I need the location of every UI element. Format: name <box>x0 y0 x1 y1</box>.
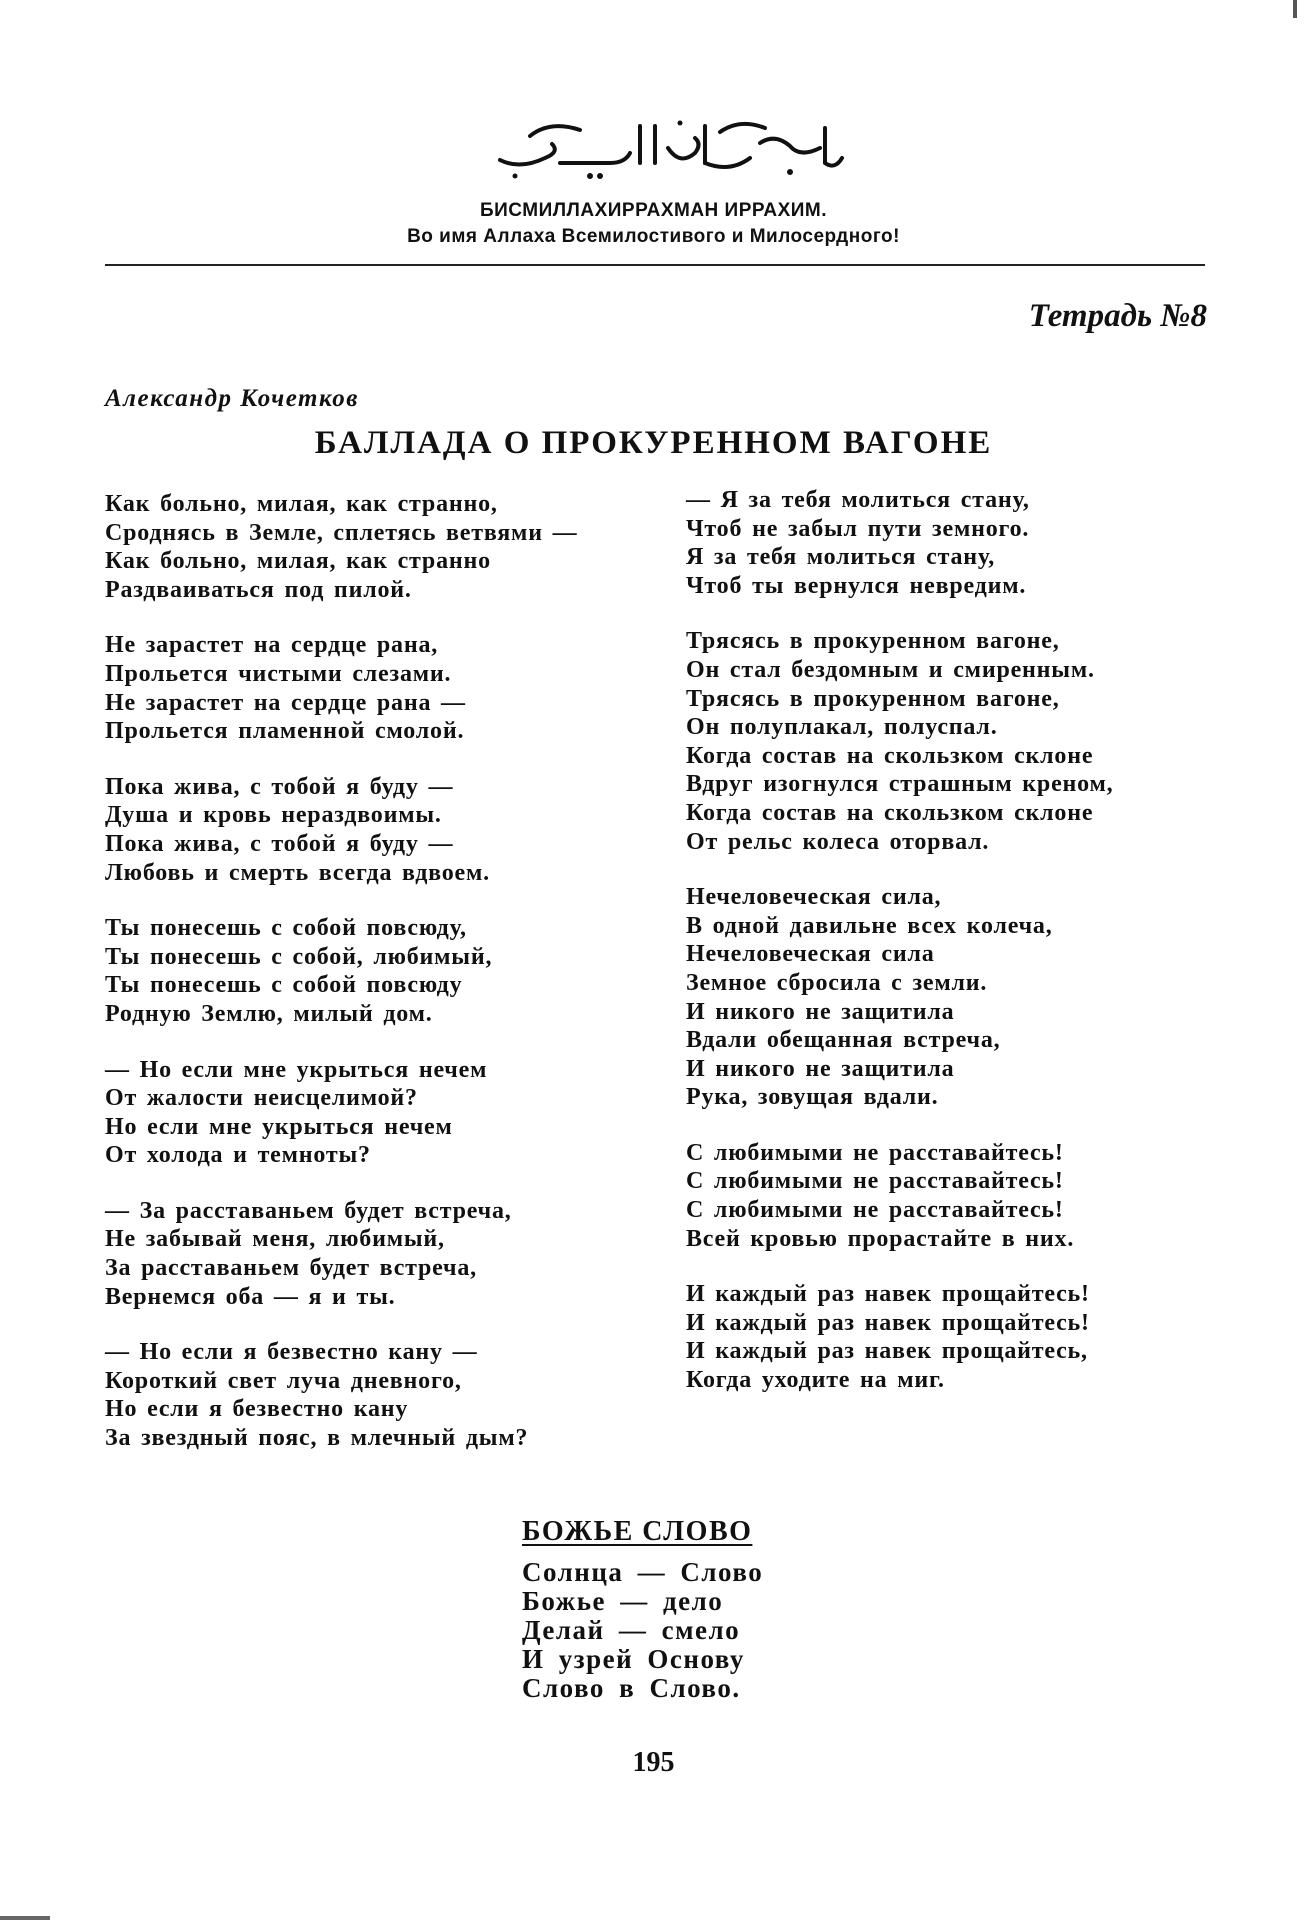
poem-line: С любимыми не расставайтесь! <box>686 1139 1064 1166</box>
poem-line: Короткий свет луча дневного, <box>105 1367 462 1394</box>
poem-line: Родную Землю, милый дом. <box>105 1000 433 1027</box>
poem-line: Не зарастет на сердце рана — <box>105 689 466 716</box>
second-poem-title: БОЖЬЕ СЛОВО <box>522 1516 753 1547</box>
poem-line: Не забывай меня, любимый, <box>105 1226 445 1253</box>
poem-line: Солнца — Слово <box>522 1557 764 1587</box>
bismillah-transliteration: БИСМИЛЛАХИРРАХМАН ИРРАХИМ. <box>479 200 828 221</box>
poem-left-column <box>105 490 665 1480</box>
second-poem-body <box>522 1558 763 1703</box>
poem-line: За звездный пояс, в млечный дым? <box>105 1425 529 1452</box>
poem-line: И узрей Основу <box>522 1644 745 1674</box>
poem-line: В одной давильне всех колеча, <box>686 912 1053 939</box>
poem-line: С любимыми не расставайтесь! <box>686 1197 1064 1224</box>
page-number: 195 <box>632 1747 675 1778</box>
poem-author: Александр Кочетков <box>105 385 359 412</box>
scan-artifact <box>1293 0 1297 18</box>
poem-line: Слово в Слово. <box>522 1673 741 1703</box>
bismillah-calligraphy <box>490 108 850 188</box>
stanza <box>686 883 1206 1112</box>
poem-line: Прольется пламенной смолой. <box>105 718 465 745</box>
poem-line: — За расставаньем будет встреча, <box>105 1197 512 1224</box>
poem-line: Он стал бездомным и смиренным. <box>686 656 1095 683</box>
stanza <box>105 1056 665 1170</box>
poem-line: Чтоб ты вернулся невредим. <box>686 572 1027 599</box>
poem-title: БАЛЛАДА О ПРОКУРЕННОМ ВАГОНЕ <box>314 425 993 461</box>
poem-line: Нечеловеческая сила, <box>686 884 942 911</box>
poem-line: Как больно, милая, как странно, <box>105 491 498 517</box>
poem-line: И каждый раз навек прощайтесь! <box>686 1281 1090 1308</box>
poem-line: С любимыми не расставайтесь! <box>686 1168 1064 1195</box>
poem-line: Трясясь в прокуренном вагоне, <box>686 628 1060 655</box>
poem-line: Когда состав на скользком склоне <box>686 742 1094 769</box>
poem-line: Любовь и смерть всегда вдвоем. <box>105 859 490 886</box>
poem-line: От жалости неисцелимой? <box>105 1085 418 1112</box>
stanza <box>686 486 1206 600</box>
poem-line: Вернемся оба — я и ты. <box>105 1283 396 1310</box>
header-divider <box>105 264 1205 266</box>
poem-line: Ты понесешь с собой, любимый, <box>105 943 493 970</box>
poem-line: Раздваиваться под пилой. <box>105 576 412 603</box>
poem-line: Нечеловеческая сила <box>686 941 935 968</box>
stanza <box>105 631 665 745</box>
poem-line: Рука, зовущая вдали. <box>686 1084 939 1111</box>
poem-line: — Но если я безвестно кану — <box>105 1339 478 1366</box>
notebook-label: Тетрадь №8 <box>1028 298 1207 334</box>
poem-line: — Но если мне укрыться нечем <box>105 1056 488 1083</box>
poem-line: Вдали обещанная встреча, <box>686 1027 1001 1054</box>
poem-line: Когда состав на скользком склоне <box>686 799 1094 826</box>
poem-line: И каждый раз навек прощайтесь, <box>686 1338 1088 1365</box>
poem-line: Сроднясь в Земле, сплетясь ветвями — <box>105 519 578 546</box>
stanza <box>686 627 1206 856</box>
poem-line: Но если мне укрыться нечем <box>105 1113 453 1140</box>
poem-line: Но если я безвестно кану <box>105 1396 409 1423</box>
poem-line: Ты понесешь с собой повсюду, <box>105 915 467 942</box>
poem-line: Ты понесешь с собой повсюду <box>105 972 463 999</box>
scan-edge <box>0 1916 50 1920</box>
poem-line: От холода и темноты? <box>105 1142 371 1169</box>
poem-line: Чтоб не забыл пути земного. <box>686 515 1030 542</box>
stanza <box>105 490 665 604</box>
poem-line: Прольется чистыми слезами. <box>105 660 452 687</box>
poem-line: Делай — смело <box>522 1615 741 1645</box>
poem-line: За расставаньем будет встреча, <box>105 1255 477 1282</box>
stanza <box>105 914 665 1028</box>
poem-line: И никого не защитила <box>686 998 955 1025</box>
stanza <box>686 1139 1206 1253</box>
poem-line: — Я за тебя молиться стану, <box>686 487 1030 513</box>
poem-line: Как больно, милая, как странно <box>105 548 491 575</box>
stanza <box>105 1338 665 1452</box>
stanza <box>105 1197 665 1311</box>
poem-line: От рельс колеса оторвал. <box>686 828 990 855</box>
poem-line: Земное сбросила с земли. <box>686 969 988 996</box>
poem-line: Когда уходите на миг. <box>686 1367 945 1394</box>
poem-line: Пока жива, с тобой я буду — <box>105 773 454 800</box>
poem-line: Вдруг изогнулся страшным креном, <box>686 771 1114 798</box>
poem-line: Душа и кровь нераздвоимы. <box>105 802 442 829</box>
poem-line: Всей кровью прорастайте в них. <box>686 1225 1075 1252</box>
stanza <box>686 1280 1206 1394</box>
poem-line: Он полуплакал, полуспал. <box>686 714 998 741</box>
bismillah-translation: Во имя Аллаха Всемилостивого и Милосердного! <box>407 226 900 247</box>
poem-line: Трясясь в прокуренном вагоне, <box>686 685 1060 712</box>
poem-right-column <box>686 486 1206 1422</box>
poem-line: И каждый раз навек прощайтесь! <box>686 1309 1090 1336</box>
poem-line: Божье — дело <box>522 1586 724 1616</box>
poem-line: Пока жива, с тобой я буду — <box>105 830 454 857</box>
stanza <box>105 773 665 887</box>
poem-line: Я за тебя молиться стану, <box>686 544 996 571</box>
poem-line: Не зарастет на сердце рана, <box>105 632 439 659</box>
poem-line: И никого не защитила <box>686 1055 955 1082</box>
